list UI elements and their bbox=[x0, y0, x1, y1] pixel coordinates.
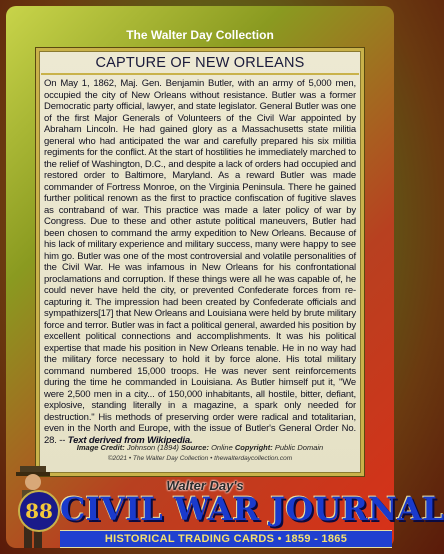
collection-header: The Walter Day Collection bbox=[126, 28, 274, 42]
card-number-badge: 88 bbox=[18, 490, 60, 532]
image-credit-label: Image Credit: bbox=[76, 443, 125, 452]
brand-top: Walter Day's bbox=[166, 478, 244, 493]
source-label: Source: bbox=[181, 443, 209, 452]
copyright-line: ©2021 • The Walter Day Collection • thewalterdaycollection.com bbox=[107, 455, 293, 462]
brand-footer bbox=[0, 476, 444, 554]
copyright-label: Copyright: bbox=[234, 443, 273, 452]
source-value: Online bbox=[211, 443, 233, 452]
title-divider bbox=[41, 73, 359, 75]
copyright-value: Public Domain bbox=[274, 443, 324, 452]
body-text bbox=[44, 78, 356, 446]
brand-tagline: HISTORICAL TRADING CARDS • 1859 - 1865 bbox=[60, 530, 392, 548]
text-panel bbox=[36, 48, 364, 476]
card-title: CAPTURE OF NEW ORLEANS bbox=[95, 55, 305, 71]
image-credits bbox=[39, 443, 361, 453]
body-paragraph: On May 1, 1862, Maj. Gen. Benjamin Butler, with an army of 5,000 men, occupied the city of New Orleans without resistance. Butler was a former Democratic party official, lawyer, and state legislator. General Butler was one of the first Major Generals of Volunteers of the Civil War appointed by Abraham Lincoln. He had gained glory as a Massachusetts state militia general who had anticipated the war and carefully prepared his six militia regiments for the conflict. At the start of hostilities he immediately marched to the relief of Washington, D.C., and despite a lack of orders had occupied and restored order to Baltimore, Maryland. As a reward Butler was made commander of Fortress Monroe, on the Virginia Peninsula. There he gained further political renown as the first to practice confiscation of fugitive slaves as contraband of war. This practice was made a later policy of war by Congress. Due to these and other astute political maneuvers, Butler had been chosen to command the army expedition to New Orleans. Because of his lack of military experience and military success, many were happy to see him go. Butler was one of the most controversial and volatile personalities of the Civil War. He was infamous in New Orleans for his confrontational proclamations and corruption. If these things were all he was capable of, he could never have held the city, or prevented Confederate forces from re-capturing it. The impression had been created by Confederate officials and sympathizers[17] that New Orleans and Louisiana were held by brute military force and terror. Butler was in fact a political general, awarded his position by excellent political connections and accomplishments. It was his political expertise that made his position in New Orleans tenable. He in no way had the military force necessary to hold it by force alone. His total military command numbered 15,000 troops. He was never sent reinforcements during the time he commanded in Louisiana. As Butler himself put it, "We were 2,500 men in a city... of 150,000 inhabitants, all hostile, bitter, defiant, explosive, standing literally in a magazine, a spark only needed for destruction." His methods of preserving order were radical and totalitarian, even in the North and Europe, with the issue of Butler's General Order No. 28. -- bbox=[44, 78, 356, 446]
image-credit-value: Johnson (1894) bbox=[126, 443, 179, 452]
source-note: Text derived from Wikipedia. bbox=[67, 434, 193, 446]
brand-main-title: CIVIL WAR JOURNAL bbox=[60, 490, 444, 528]
